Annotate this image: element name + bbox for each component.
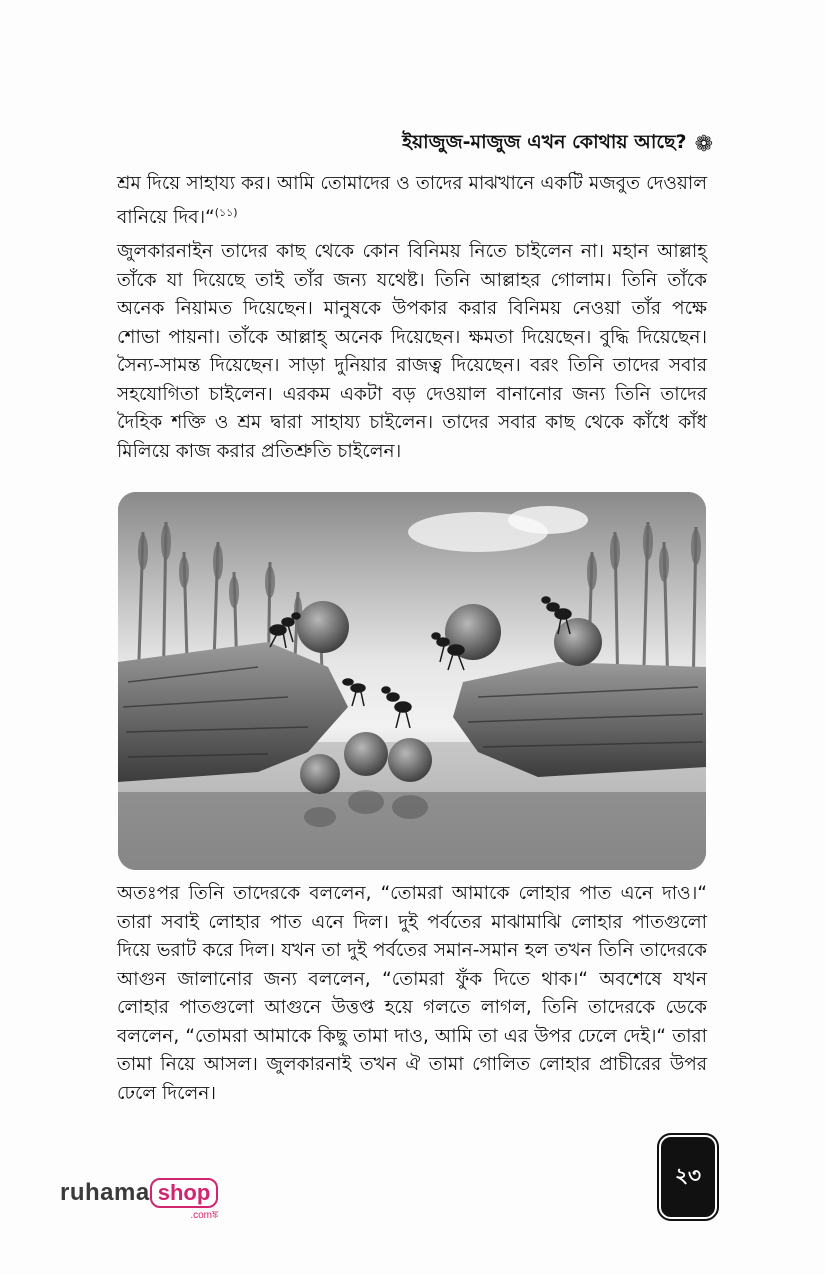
running-header <box>402 128 713 160</box>
ants-building-bridge-photo <box>118 492 706 870</box>
paragraph-1 <box>117 170 707 232</box>
logo-ruhama-text: ruhama <box>60 1179 150 1206</box>
flower-ornament-icon: ❁ <box>694 131 713 157</box>
chapter-title: ইয়াজুজ-মাজুজ এখন কোথায় আছে? <box>402 131 687 153</box>
ruhamashop-logo <box>60 1178 218 1225</box>
footnote-marker: (১১) <box>214 205 238 219</box>
photo-illustration <box>118 492 706 870</box>
paragraph-3: অতঃপর তিনি তাদেরকে বললেন, “তোমরা আমাকে লোহার পাত এনে দাও।“ তারা সবাই লোহার পাত এনে দিল। দুই পর্বতের মাঝামাঝি লোহার পাতগুলো দিয়ে ভরাট করে দিল। যখন তা দুই পর্বতের সমান-সমান হল তখন তিনি তাদেরকে আগুন জালানোর জন্য বললেন, “তোমরা ফুঁক দিতে থাক।“ অবশেষে যখন লোহার পাতগুলো আগুনে উত্তপ্ত হয়ে গলতে লাগল, তিনি তাদেরকে ডেকে বললেন, “তোমরা আমাকে কিছু তামা দাও, আমি তা এর উপর ঢেলে দেই।“ তারা তামা নিয়ে আসল। জুলকারনাই তখন ঐ তামা গোলিত লোহার প্রাচীরের উপর ঢেলে দিলেন। <box>117 883 707 1104</box>
paragraph-2: জুলকারনাইন তাদের কাছ থেকে কোন বিনিময় নিতে চাইলেন না। মহান আল্লাহ্ তাঁকে যা দিয়েছে তাই তাঁর জন্য যথেষ্ট। তিনি আল্লাহর গোলাম। তিনি তাঁকে অনেক নিয়ামত দিয়েছেন। মানুষকে উপকার করার বিনিময় নেওয়া তাঁর পক্ষে শোভা পায়না। তাঁকে আল্লাহ্ অনেক দিয়েছেন। ক্ষমতা দিয়েছেন। বুদ্ধি দিয়েছেন। সৈন্য-সামন্ত দিয়েছেন। সাড়া দুনিয়ার রাজত্ব দিয়েছেন। বরং তিনি তাদের সবার সহযোগিতা চাইলেন। এরকম একটা বড় দেওয়াল বানানোর জন্য তিনি তাদের দৈহিক শক্তি ও শ্রম দ্বারা সাহায্য চাইলেন। তাদের সবার কাছ থেকে কাঁধে কাঁধ মিলিয়ে কাজ করার প্রতিশ্রুতি চাইলেন। <box>117 241 707 462</box>
page-number: ২৩ <box>661 1137 715 1217</box>
logo-shop-badge: shop <box>150 1178 219 1208</box>
paragraph-1-text: শ্রম দিয়ে সাহায্য কর। আমি তোমাদের ও তাদের মাঝখানে একটি মজবুত দেওয়াল বানিয়ে দিব।“ <box>117 173 707 228</box>
logo-shop-group <box>150 1178 219 1225</box>
logo-com-text: .comঙ্ক <box>190 1210 219 1221</box>
